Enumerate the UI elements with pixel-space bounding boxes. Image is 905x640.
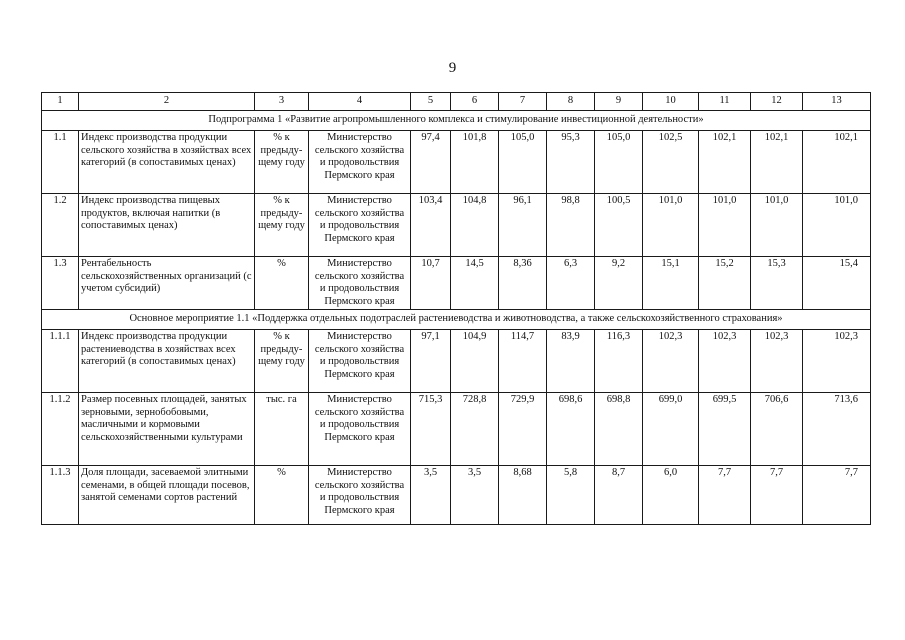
header-cell: 6 — [451, 93, 499, 111]
row-number: 1.1.1 — [42, 330, 79, 393]
page-number: 9 — [448, 60, 457, 76]
subprogram-title: Подпрограмма 1 «Развитие агропромышленного комплекса и стимулирование инвестиционной деятельности» — [42, 111, 871, 131]
responsible-org: Министерство сельского хозяйства и продовольствия Пермского края — [309, 393, 411, 466]
value-cell: 8,7 — [595, 466, 643, 525]
row-number: 1.1 — [42, 131, 79, 194]
value-cell: 105,0 — [499, 131, 547, 194]
value-cell: 6,3 — [547, 257, 595, 310]
measure-row — [42, 310, 871, 330]
table-row — [42, 131, 871, 194]
value-cell: 102,3 — [751, 330, 803, 393]
indicator-name: Индекс производства продукции сельского хозяйства в хозяйствах всех категорий (в сопоставимых ценах) — [79, 131, 255, 194]
header-cell: 8 — [547, 93, 595, 111]
row-number: 1.1.2 — [42, 393, 79, 466]
value-cell: 98,8 — [547, 194, 595, 257]
value-cell: 713,6 — [803, 393, 871, 466]
responsible-org: Министерство сельского хозяйства и продовольствия Пермского края — [309, 257, 411, 310]
value-cell: 15,1 — [643, 257, 699, 310]
row-number: 1.2 — [42, 194, 79, 257]
row-number: 1.1.3 — [42, 466, 79, 525]
value-cell: 105,0 — [595, 131, 643, 194]
table-row — [42, 466, 871, 525]
value-cell: 15,3 — [751, 257, 803, 310]
value-cell: 95,3 — [547, 131, 595, 194]
value-cell: 14,5 — [451, 257, 499, 310]
unit-cell: % — [255, 466, 309, 525]
header-cell: 2 — [79, 93, 255, 111]
value-cell: 3,5 — [451, 466, 499, 525]
table-row — [42, 194, 871, 257]
subprogram-row — [42, 111, 871, 131]
unit-cell: % — [255, 257, 309, 310]
responsible-org: Министерство сельского хозяйства и продовольствия Пермского края — [309, 194, 411, 257]
value-cell: 7,7 — [699, 466, 751, 525]
value-cell: 101,0 — [803, 194, 871, 257]
value-cell: 699,5 — [699, 393, 751, 466]
value-cell: 114,7 — [499, 330, 547, 393]
value-cell: 101,0 — [751, 194, 803, 257]
unit-cell: % к предыду-щему году — [255, 194, 309, 257]
column-number-header-row — [42, 93, 871, 111]
value-cell: 101,8 — [451, 131, 499, 194]
value-cell: 8,68 — [499, 466, 547, 525]
row-number: 1.3 — [42, 257, 79, 310]
responsible-org: Министерство сельского хозяйства и продовольствия Пермского края — [309, 466, 411, 525]
value-cell: 10,7 — [411, 257, 451, 310]
value-cell: 729,9 — [499, 393, 547, 466]
value-cell: 97,1 — [411, 330, 451, 393]
value-cell: 102,1 — [803, 131, 871, 194]
header-cell: 10 — [643, 93, 699, 111]
value-cell: 102,1 — [699, 131, 751, 194]
header-cell: 4 — [309, 93, 411, 111]
value-cell: 7,7 — [751, 466, 803, 525]
value-cell: 83,9 — [547, 330, 595, 393]
unit-cell: % к предыду-щему году — [255, 330, 309, 393]
indicator-name: Доля площади, засеваемой элитными семенами, в общей площади посевов, занятой семенами сортов растений — [79, 466, 255, 525]
indicator-name: Индекс производства пищевых продуктов, включая напитки (в сопоставимых ценах) — [79, 194, 255, 257]
value-cell: 101,0 — [643, 194, 699, 257]
header-cell: 3 — [255, 93, 309, 111]
value-cell: 96,1 — [499, 194, 547, 257]
value-cell: 102,3 — [699, 330, 751, 393]
value-cell: 101,0 — [699, 194, 751, 257]
measure-title: Основное мероприятие 1.1 «Поддержка отдельных подотраслей растениеводства и животноводства, а также сельскохозяйственного страхования» — [42, 310, 871, 330]
header-cell: 1 — [42, 93, 79, 111]
value-cell: 698,6 — [547, 393, 595, 466]
value-cell: 100,5 — [595, 194, 643, 257]
value-cell: 8,36 — [499, 257, 547, 310]
header-cell: 9 — [595, 93, 643, 111]
value-cell: 102,5 — [643, 131, 699, 194]
value-cell: 698,8 — [595, 393, 643, 466]
indicator-name: Индекс производства продукции растениеводства в хозяйствах всех категорий (в сопоставимых ценах) — [79, 330, 255, 393]
table-row — [42, 330, 871, 393]
table-row — [42, 393, 871, 466]
unit-cell: % к предыду-щему году — [255, 131, 309, 194]
value-cell: 5,8 — [547, 466, 595, 525]
value-cell: 97,4 — [411, 131, 451, 194]
responsible-org: Министерство сельского хозяйства и продовольствия Пермского края — [309, 330, 411, 393]
value-cell: 15,4 — [803, 257, 871, 310]
header-cell: 12 — [751, 93, 803, 111]
value-cell: 15,2 — [699, 257, 751, 310]
header-cell: 13 — [803, 93, 871, 111]
value-cell: 9,2 — [595, 257, 643, 310]
value-cell: 102,3 — [643, 330, 699, 393]
indicator-name: Размер посевных площадей, занятых зерновыми, зернобобовыми, масличными и кормовыми сельскохозяйственными культурами — [79, 393, 255, 466]
indicator-name: Рентабельность сельскохозяйственных организаций (с учетом субсидий) — [79, 257, 255, 310]
value-cell: 3,5 — [411, 466, 451, 525]
value-cell: 715,3 — [411, 393, 451, 466]
table-row — [42, 257, 871, 310]
value-cell: 699,0 — [643, 393, 699, 466]
value-cell: 104,9 — [451, 330, 499, 393]
value-cell: 706,6 — [751, 393, 803, 466]
value-cell: 116,3 — [595, 330, 643, 393]
header-cell: 7 — [499, 93, 547, 111]
value-cell: 103,4 — [411, 194, 451, 257]
value-cell: 102,3 — [803, 330, 871, 393]
value-cell: 6,0 — [643, 466, 699, 525]
value-cell: 104,8 — [451, 194, 499, 257]
header-cell: 5 — [411, 93, 451, 111]
value-cell: 728,8 — [451, 393, 499, 466]
value-cell: 102,1 — [751, 131, 803, 194]
header-cell: 11 — [699, 93, 751, 111]
value-cell: 7,7 — [803, 466, 871, 525]
unit-cell: тыс. га — [255, 393, 309, 466]
indicators-table — [41, 92, 871, 525]
responsible-org: Министерство сельского хозяйства и продовольствия Пермского края — [309, 131, 411, 194]
